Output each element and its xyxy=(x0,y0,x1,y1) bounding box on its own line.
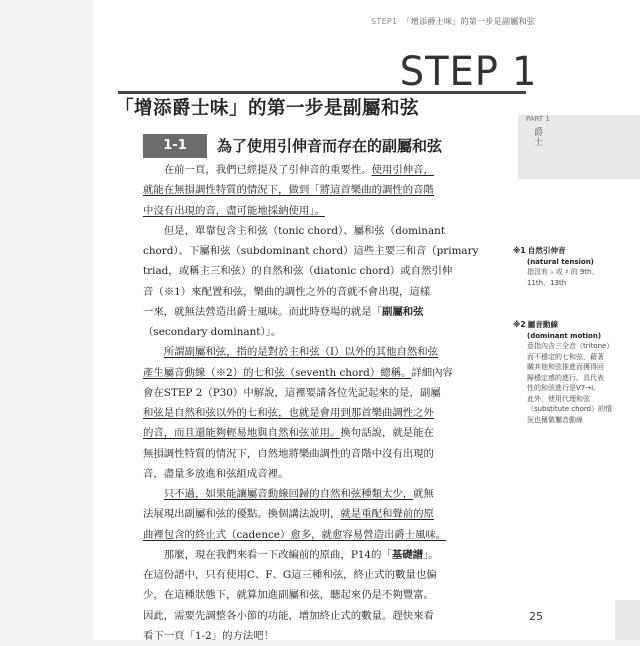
paragraph-4 xyxy=(143,484,499,545)
side-tab xyxy=(518,115,640,179)
note-line: 意指內含三全音（tritone） xyxy=(527,342,614,350)
running-header xyxy=(371,16,621,27)
chapter-title: 「增添爵士味」的第一步是副屬和弦 xyxy=(115,98,420,119)
text-line: 會在STEP 2（P30）中解說，這裡要請各位先記起來的是，副屬 xyxy=(143,386,441,399)
running-header-title: 「增添爵士味」的第一步是副屬和弦 xyxy=(402,17,536,26)
note-line: 況也稱做屬音動線 xyxy=(527,415,583,424)
section-heading xyxy=(143,134,493,158)
note-line: 而不穩定的七和弦，藉著 xyxy=(527,352,604,361)
note-line: 此外，使用代理和弦 xyxy=(527,394,590,403)
side-note-2 xyxy=(513,320,631,425)
section-number: 1-1 xyxy=(143,134,207,158)
text-line: 看下一頁「1-2」的方法吧！ xyxy=(143,629,275,642)
note-line: 指沒有 ♭ 或 ♯ 的 9th、 xyxy=(527,268,599,276)
side-tab-part: PART 1 xyxy=(526,115,550,123)
text-line: （secondary dominant）」。 xyxy=(143,326,282,338)
text-line: 無損調性特質的情況下，自然地將樂曲調性的音階中沒有出現的 xyxy=(143,447,434,460)
text-line: 中沒有出現的音，盡可能地採納使用」。 xyxy=(143,204,325,217)
paragraph-5 xyxy=(143,545,499,646)
text-line: 因此，需要先調整各小節的功能，增加終止式的數量。趕快來看 xyxy=(143,609,434,622)
side-tab-label: 爵士 xyxy=(532,127,542,147)
text-line: 那麼，現在我們來看一下改編前的原曲，P14的「基礎譜」。 xyxy=(163,548,439,561)
note-title: 自然引伸音 xyxy=(527,246,566,255)
step-title: STEP 1 xyxy=(399,49,537,95)
side-tab-bottom xyxy=(615,600,640,640)
note-line: 11th、13th xyxy=(527,278,567,287)
text-line: 在前一頁，我們已經提及了引伸音的重要性。使用引伸音， xyxy=(163,164,434,176)
note-mark: ※2 xyxy=(513,320,526,329)
text-line: 所謂副屬和弦，指的是對於主和弦（I）以外的其他自然和弦 xyxy=(163,346,439,359)
text-line: 少，在這種狀態下，就算加進副屬和弦，聽起來仍是不夠豐富。 xyxy=(143,589,434,602)
paragraph-2 xyxy=(143,221,499,343)
note-line: 歸穩定感的進行。具代表 xyxy=(527,373,604,382)
note-subtitle: (natural tension) xyxy=(527,257,594,266)
text-line: chord）、下屬和弦（subdominant chord）這些主要三和音（primary xyxy=(143,245,479,257)
text-line: 的音，而且還能夠輕易地與自然和弦並用。換句話說，就是能在 xyxy=(143,427,434,440)
paragraph-1 xyxy=(143,160,499,221)
note-subtitle: (dominant motion) xyxy=(527,331,602,340)
body-text xyxy=(143,160,499,646)
running-header-step: STEP1 xyxy=(371,17,398,26)
text-line: 和弦是自然和弦以外的七和弦，也就是會用到那首樂曲調性之外 xyxy=(143,407,434,419)
text-line: 但是，單靠包含主和弦（tonic chord）、屬和弦（dominant xyxy=(163,224,446,237)
section-title: 為了使用引伸音而存在的副屬和弦 xyxy=(217,137,443,155)
note-line: 關其他和弦推進而獲得回 xyxy=(527,363,604,371)
paragraph-3 xyxy=(143,342,499,484)
text-line: 法展現出副屬和弦的優點。換個講法說明，就是重配和聲前的原 xyxy=(143,508,434,521)
book-page xyxy=(93,0,640,640)
side-note-1 xyxy=(513,246,631,288)
text-line: triad，或稱主三和弦）的自然和弦（diatonic chord）或自然引伸 xyxy=(143,265,453,278)
text-line: 產生屬音動線（※2）的七和弦（seventh chord）總稱。詳細內容 xyxy=(143,366,453,379)
note-mark: ※1 xyxy=(513,246,526,255)
text-line: 音（※1）來配置和弦，樂曲的調性之外的音就不會出現，這樣 xyxy=(143,285,431,298)
text-line: 只不過，如果能讓屬音動線回歸的自然和弦種類太少，就無 xyxy=(163,488,434,500)
key-term: 副屬和弦 xyxy=(381,305,424,318)
page-number: 25 xyxy=(529,610,543,623)
note-line: （substitute chord）的情 xyxy=(527,405,613,413)
text-line: 就能在無損調性特質的情況下，做到「將這首樂曲的調性的音階 xyxy=(143,184,434,197)
note-title: 屬音動線 xyxy=(527,320,559,329)
text-line: 曲裡包含的終止式（cadence）愈多，就愈容易營造出爵士風味。 xyxy=(143,528,447,541)
text-line: 音，盡量多放進和弦組成音裡。 xyxy=(143,467,289,480)
note-line: 性的和弦進行是V7→I。 xyxy=(527,384,601,392)
text-line: 一來，就無法營造出爵士風味。而此時登場的就是「副屬和弦 xyxy=(143,305,424,318)
text-line: 在這份譜中，只有使用C、F、G這三種和弦，終止式的數量也偏 xyxy=(143,569,437,581)
